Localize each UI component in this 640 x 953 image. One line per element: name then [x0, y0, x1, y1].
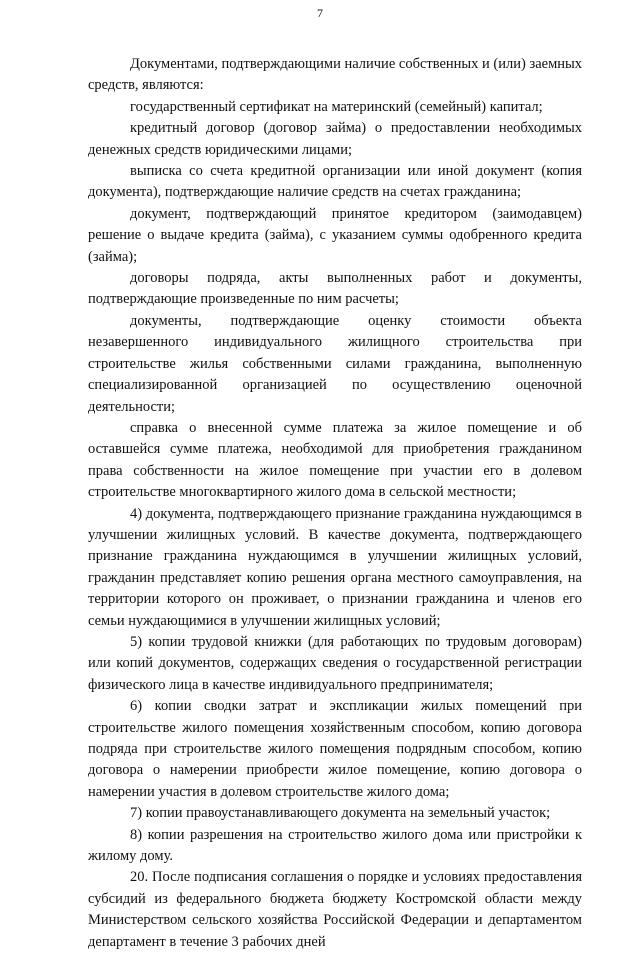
paragraph-item-20: 20. После подписания соглашения о порядке и условиях предоставления субсидий из федерального бюджета бюджету Костромской области между Министерством сельского хозяйства Российской Федерации и департаментом департамент в течение 3 рабочих дней [88, 869, 582, 950]
paragraph-credit-decision: документ, подтверждающий принятое кредитором (заимодавцем) решение о выдаче кредита (займа), с указанием суммы одобренного кредита (займа); [88, 205, 582, 265]
paragraph-item-8: 8) копии разрешения на строительство жилого дома или пристройки к жилому дому. [88, 826, 582, 865]
paragraph-loan-agreement: кредитный договор (договор займа) о предоставлении необходимых денежных средств юридическими лицами; [88, 120, 582, 158]
document-body [88, 54, 582, 953]
paragraph-item-7: 7) копии правоустанавливающего документа на земельный участок; [130, 805, 551, 822]
paragraph-bank-statement: выписка со счета кредитной организации или иной документ (копия документа), подтверждающие наличие средств на счетах гражданина; [88, 163, 582, 201]
paragraph-item-6: 6) копии сводки затрат и экспликации жилых помещений при строительстве жилого помещения хозяйственным способом, копию договора подряда при строительстве жилого помещения подрядным способом, копию договора о намерении приобрести жилое помещение, копию договора о намерении участия в долевом строительстве жилого дома; [88, 698, 582, 800]
paragraph-item-4: 4) документа, подтверждающего признание гражданина нуждающимся в улучшении жилищных условий. В качестве документа, подтверждающего признание гражданина нуждающимся в улучшении жилищных условий, гражданин представляет копию решения органа местного самоуправления, на территории которого он проживает, о признании гражданина и членов его семьи нуждающимися в улучшении жилищных условий; [88, 505, 582, 629]
paragraph-valuation-documents: документы, подтверждающие оценку стоимости объекта незавершенного индивидуального жилищного строительства при строительстве жилья собственными силами гражданина, выполненную специализированной организацией по осуществлению оценочной деятельности; [88, 312, 582, 415]
paragraph-intro: Документами, подтверждающими наличие собственных и (или) заемных средств, являются: [88, 56, 582, 94]
page-number: 7 [317, 6, 323, 20]
paragraph-payment-certificate: справка о внесенной сумме платежа за жилое помещение и об оставшейся сумме платежа, необходимой для приобретения гражданином права собственности на жилое помещение при участии его в долевом строительстве многоквартирного жилого дома в сельской местности; [88, 419, 582, 501]
paragraph-maternity-certificate: государственный сертификат на материнский (семейный) капитал; [130, 98, 543, 115]
paragraph-contracts-acts: договоры подряда, акты выполненных работ и документы, подтверждающие произведенные по ним расчеты; [88, 270, 582, 308]
paragraph-item-5: 5) копии трудовой книжки (для работающих по трудовым договорам) или копий документов, содержащих сведения о государственной регистрации физического лица в качестве индивидуального предпринимателя; [88, 633, 582, 693]
